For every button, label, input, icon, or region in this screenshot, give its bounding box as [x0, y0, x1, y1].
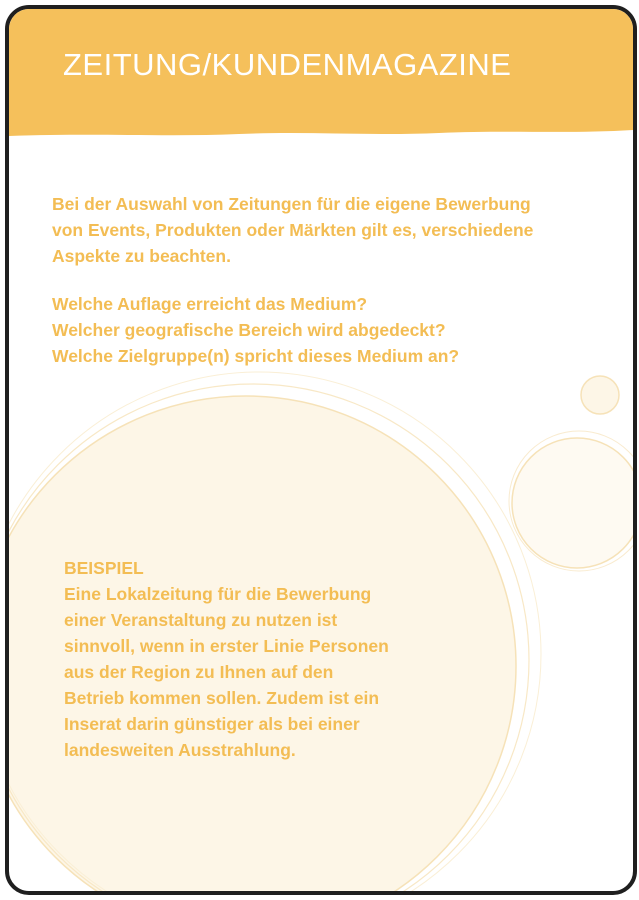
intro-line: Aspekte zu beachten.: [52, 246, 231, 266]
example-paragraph: [64, 581, 389, 763]
intro-paragraph: [52, 191, 533, 269]
example-line: aus der Region zu Ihnen auf den: [64, 662, 334, 682]
intro-line: von Events, Produkten oder Märkten gilt es, verschiedene: [52, 220, 534, 240]
example-line: Inserat darin günstiger als bei einer: [64, 714, 360, 734]
page-title: ZEITUNG/KUNDENMAGAZINE: [63, 47, 512, 82]
question-list: [52, 291, 459, 369]
example-line: sinnvoll, wenn in erster Linie Personen: [64, 636, 389, 656]
info-card: [5, 5, 637, 895]
question-item: Welche Zielgruppe(n) spricht dieses Medium an?: [52, 346, 460, 366]
question-item: Welche Auflage erreicht das Medium?: [52, 294, 368, 314]
small-bubble: [581, 376, 619, 414]
example-line: einer Veranstaltung zu nutzen ist: [64, 610, 338, 630]
example-heading: BEISPIEL: [64, 558, 144, 578]
example-line: Eine Lokalzeitung für die Bewerbung: [64, 584, 372, 604]
medium-bubble: [512, 438, 633, 568]
intro-line: Bei der Auswahl von Zeitungen für die eigene Bewerbung: [52, 194, 531, 214]
example-line: Betrieb kommen sollen. Zudem ist ein: [64, 688, 380, 708]
example-line: landesweiten Ausstrahlung.: [64, 740, 296, 760]
question-item: Welcher geografische Bereich wird abgedeckt?: [52, 320, 446, 340]
